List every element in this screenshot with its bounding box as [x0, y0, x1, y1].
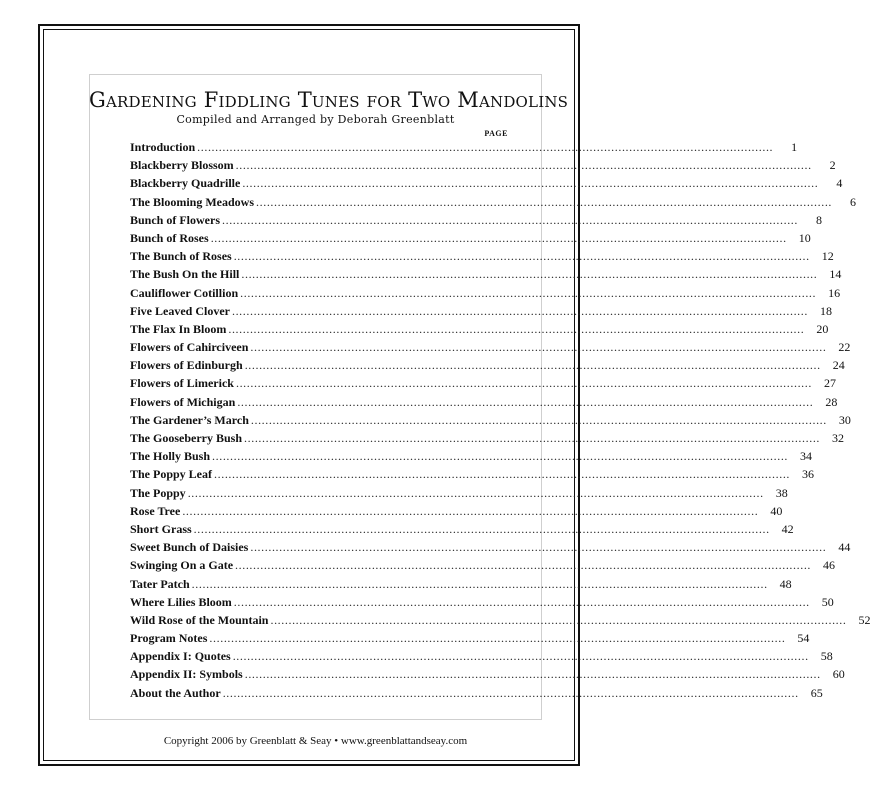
- toc-entry[interactable]: [130, 156, 836, 174]
- toc-dot-leader: ................................................................................................................................................................: [256, 194, 833, 209]
- toc-entry-page: 24: [832, 358, 845, 373]
- toc-dot-leader: ................................................................................................................................................................: [250, 340, 827, 355]
- toc-entry-page: 16: [828, 285, 841, 300]
- toc-entry-page: 50: [821, 594, 834, 609]
- toc-entry-page: 58: [820, 649, 833, 664]
- toc-entry-title: Flowers of Edinburgh: [130, 358, 243, 373]
- toc-dot-leader: ................................................................................................................................................................: [235, 558, 812, 573]
- toc-entry-page: 65: [810, 685, 823, 700]
- toc-entry-title: The Flax In Bloom: [130, 321, 227, 336]
- toc-entry[interactable]: [130, 320, 829, 338]
- toc-entry[interactable]: [130, 374, 836, 392]
- toc-entry[interactable]: [130, 302, 832, 320]
- toc-entry[interactable]: [130, 229, 811, 247]
- toc-entry-page: 10: [798, 230, 811, 245]
- toc-entry-title: Five Leaved Clover: [130, 303, 230, 318]
- toc-entry[interactable]: [130, 411, 851, 429]
- toc-dot-leader: ................................................................................................................................................................: [241, 267, 818, 282]
- toc-entry[interactable]: [130, 138, 798, 156]
- toc-entry-title: Flowers of Cahirciveen: [130, 340, 249, 355]
- toc-entry-page: 12: [821, 249, 834, 264]
- toc-entry-page: 46: [823, 558, 836, 573]
- table-of-contents: [130, 138, 870, 702]
- toc-entry-title: The Gardener’s March: [130, 412, 249, 427]
- toc-entry[interactable]: [130, 393, 838, 411]
- toc-entry[interactable]: [130, 593, 834, 611]
- toc-entry-page: 1: [791, 140, 798, 154]
- toc-dot-leader: ................................................................................................................................................................: [250, 412, 827, 427]
- toc-entry-title: Rose Tree: [130, 503, 181, 518]
- toc-entry[interactable]: [130, 556, 836, 574]
- toc-entry-title: Wild Rose of the Mountain: [130, 612, 269, 627]
- toc-entry-page: 36: [802, 467, 815, 482]
- toc-entry[interactable]: [130, 338, 851, 356]
- toc-entry-page: 20: [816, 321, 829, 336]
- toc-entry-title: Blackberry Quadrille: [130, 176, 241, 191]
- toc-dot-leader: ................................................................................................................................................................: [209, 631, 786, 646]
- toc-entry[interactable]: [130, 211, 822, 229]
- toc-dot-leader: ................................................................................................................................................................: [235, 158, 812, 173]
- toc-dot-leader: ................................................................................................................................................................: [228, 321, 805, 336]
- toc-entry[interactable]: [130, 429, 845, 447]
- toc-dot-leader: ................................................................................................................................................................: [187, 485, 764, 500]
- toc-entry[interactable]: [130, 647, 833, 665]
- toc-entry-title: Flowers of Limerick: [130, 376, 234, 391]
- toc-dot-leader: ................................................................................................................................................................: [244, 431, 821, 445]
- toc-entry-page: 4: [836, 176, 843, 191]
- toc-entry-page: 32: [832, 431, 845, 445]
- toc-entry-page: 52: [858, 612, 870, 627]
- toc-entry-title: Blackberry Blossom: [130, 158, 234, 173]
- toc-entry-page: 60: [832, 667, 845, 682]
- toc-entry[interactable]: [130, 247, 834, 265]
- page-column-label: PAGE: [484, 129, 508, 138]
- toc-entry-title: The Gooseberry Bush: [130, 431, 243, 445]
- toc-dot-leader: ................................................................................................................................................................: [233, 594, 810, 609]
- toc-dot-leader: ................................................................................................................................................................: [231, 303, 808, 318]
- toc-dot-leader: ................................................................................................................................................................: [212, 449, 789, 464]
- toc-entry-title: Appendix I: Quotes: [130, 649, 231, 664]
- toc-entry[interactable]: [130, 538, 851, 556]
- toc-dot-leader: ................................................................................................................................................................: [193, 521, 770, 536]
- toc-entry[interactable]: [130, 356, 845, 374]
- toc-entry[interactable]: [130, 447, 813, 465]
- toc-dot-leader: ................................................................................................................................................................: [242, 176, 819, 191]
- toc-dot-leader: ................................................................................................................................................................: [270, 612, 847, 627]
- toc-entry-page: 54: [797, 631, 810, 646]
- toc-entry-title: The Poppy Leaf: [130, 467, 213, 482]
- toc-entry-title: Bunch of Flowers: [130, 212, 220, 227]
- toc-dot-leader: ................................................................................................................................................................: [250, 540, 827, 555]
- toc-dot-leader: ................................................................................................................................................................: [240, 285, 817, 300]
- toc-entry-title: Short Grass: [130, 521, 192, 536]
- toc-entry-title: The Bunch of Roses: [130, 249, 232, 264]
- toc-entry-page: 28: [825, 394, 838, 409]
- toc-entry-page: 40: [770, 503, 783, 518]
- toc-entry-page: 8: [816, 212, 822, 227]
- toc-dot-leader: ................................................................................................................................................................: [244, 667, 821, 682]
- toc-entry-title: Flowers of Michigan: [130, 394, 236, 409]
- toc-dot-leader: ................................................................................................................................................................: [237, 394, 814, 409]
- toc-entry[interactable]: [130, 284, 841, 302]
- toc-entry-page: 22: [838, 340, 851, 355]
- toc-dot-leader: ................................................................................................................................................................: [222, 212, 798, 227]
- toc-entry[interactable]: [130, 174, 843, 192]
- toc-entry-title: Cauliflower Cotillion: [130, 285, 239, 300]
- toc-entry-title: About the Author: [130, 685, 221, 700]
- toc-entry-title: Appendix II: Symbols: [130, 667, 243, 682]
- toc-dot-leader: ................................................................................................................................................................: [222, 685, 799, 700]
- toc-entry-title: The Blooming Meadows: [130, 194, 255, 209]
- toc-entry[interactable]: [130, 193, 857, 211]
- toc-entry-title: Sweet Bunch of Daisies: [130, 540, 249, 555]
- toc-entry[interactable]: [130, 465, 815, 483]
- toc-entry[interactable]: [130, 265, 842, 283]
- toc-entry[interactable]: [130, 575, 792, 593]
- copyright-footer: Copyright 2006 by Greenblatt & Seay • www.greenblattandseay.com: [163, 735, 468, 747]
- toc-entry-title: Introduction: [130, 140, 196, 154]
- toc-entry[interactable]: [130, 611, 870, 629]
- toc-entry[interactable]: [130, 684, 823, 702]
- toc-entry-page: 6: [850, 194, 857, 209]
- toc-entry-page: 14: [829, 267, 842, 282]
- toc-entry[interactable]: [130, 502, 783, 520]
- toc-entry-page: 27: [823, 376, 836, 391]
- toc-entry-title: Where Lilies Bloom: [130, 594, 232, 609]
- toc-entry-page: 2: [829, 158, 836, 173]
- toc-entry[interactable]: [130, 665, 845, 683]
- toc-entry[interactable]: [130, 629, 810, 647]
- toc-entry-title: The Bush On the Hill: [130, 267, 240, 282]
- toc-entry-page: 34: [800, 449, 813, 464]
- toc-entry-title: The Holly Bush: [130, 449, 211, 464]
- toc-entry-page: 38: [775, 485, 788, 500]
- toc-dot-leader: ................................................................................................................................................................: [182, 503, 759, 518]
- toc-entry-page: 44: [838, 540, 851, 555]
- toc-entry[interactable]: [130, 520, 794, 538]
- toc-entry-title: Swinging On a Gate: [130, 558, 234, 573]
- toc-entry-page: 42: [781, 521, 794, 536]
- toc-entry[interactable]: [130, 484, 788, 502]
- toc-entry-title: Bunch of Roses: [130, 230, 209, 245]
- toc-entry-title: Program Notes: [130, 631, 208, 646]
- toc-dot-leader: ................................................................................................................................................................: [244, 358, 821, 373]
- toc-dot-leader: ................................................................................................................................................................: [210, 230, 787, 245]
- toc-entry-page: 48: [779, 576, 792, 591]
- toc-dot-leader: ................................................................................................................................................................: [232, 649, 809, 664]
- book-subtitle: Compiled and Arranged by Deborah Greenblatt: [176, 113, 455, 126]
- toc-dot-leader: ................................................................................................................................................................: [235, 376, 812, 391]
- toc-entry-page: 18: [819, 303, 832, 318]
- book-title: Gardening Fiddling Tunes for Two Mandolins: [89, 88, 569, 112]
- toc-entry-title: Tater Patch: [130, 576, 190, 591]
- toc-dot-leader: ................................................................................................................................................................: [191, 576, 768, 591]
- toc-entry-title: The Poppy: [130, 485, 186, 500]
- toc-dot-leader: ................................................................................................................................................................: [214, 467, 791, 482]
- toc-dot-leader: ................................................................................................................................................................: [197, 140, 774, 154]
- toc-entry-page: 30: [838, 412, 851, 427]
- toc-dot-leader: ................................................................................................................................................................: [233, 249, 810, 264]
